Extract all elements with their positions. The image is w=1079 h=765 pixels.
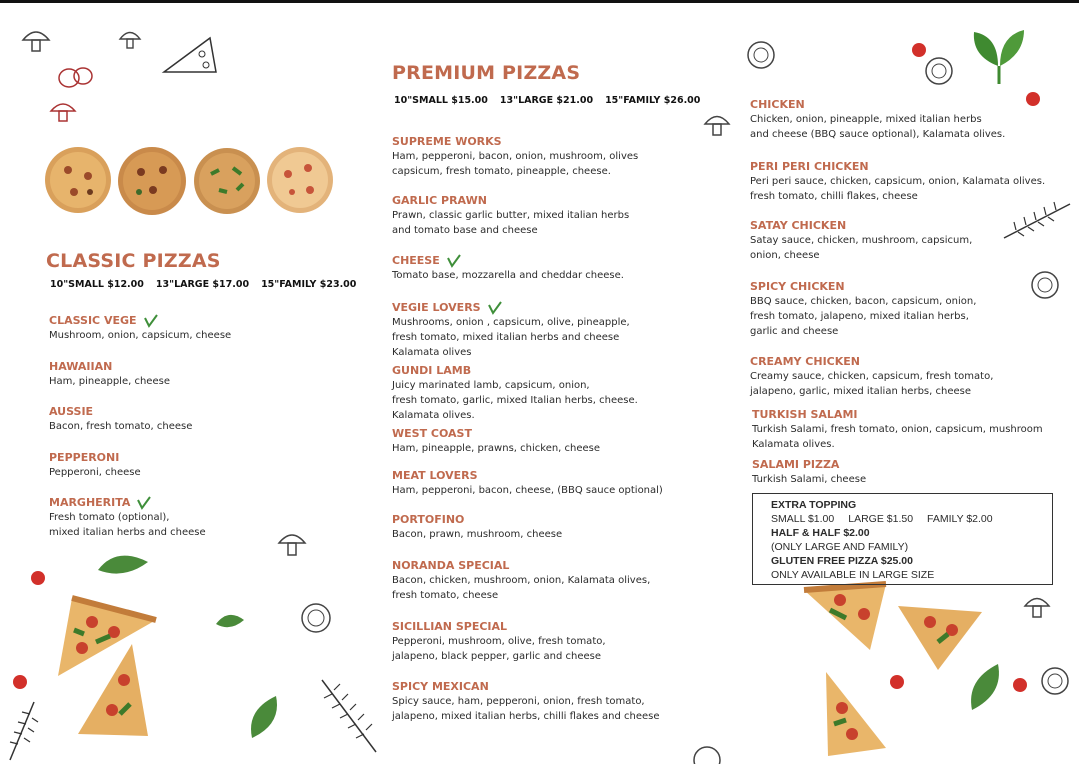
pizza-slice-icon xyxy=(800,580,890,654)
tomato-icon xyxy=(746,40,776,70)
premium-price-large: 13"LARGE $21.00 xyxy=(499,95,594,106)
item-name: NORANDA SPECIAL xyxy=(392,559,510,572)
item-name: SATAY CHICKEN xyxy=(750,219,847,232)
menu-item-creamy-chicken xyxy=(750,355,993,399)
item-description: Turkish Salami, fresh tomato, onion, capsicum, mushroom xyxy=(752,424,1043,435)
tomato-icon xyxy=(30,570,46,586)
item-description: BBQ sauce, chicken, bacon, capsicum, onion, xyxy=(750,296,977,307)
basil-leaf-icon xyxy=(96,552,150,578)
rosemary-sprig-icon xyxy=(318,676,380,756)
item-description: jalapeno, garlic, mixed italian herbs, cheese xyxy=(750,386,971,397)
half-and-half-note: (ONLY LARGE AND FAMILY) xyxy=(771,541,909,553)
item-description: Turkish Salami, cheese xyxy=(752,474,867,485)
tomato-icon xyxy=(924,56,954,86)
rosemary-sprig-icon xyxy=(4,700,40,762)
menu-item-classic-vege xyxy=(49,314,231,343)
item-description: Ham, pepperoni, bacon, onion, mushroom, olives xyxy=(392,151,639,162)
tomato-icon xyxy=(692,744,722,764)
item-description: Prawn, classic garlic butter, mixed italian herbs xyxy=(392,210,630,221)
tomato-icon xyxy=(300,602,332,634)
item-name: GARLIC PRAWN xyxy=(392,194,487,207)
item-description: Chicken, onion, pineapple, mixed italian herbs xyxy=(750,114,982,125)
item-name: HAWAIIAN xyxy=(49,360,113,373)
top-border xyxy=(0,0,1079,3)
whole-pizza-icon xyxy=(44,146,112,214)
premium-price-small: 10"SMALL $15.00 xyxy=(394,95,488,106)
pizza-slice-icon xyxy=(160,32,220,78)
menu-item-satay-chicken xyxy=(750,219,972,263)
menu-item-chicken xyxy=(750,98,1005,142)
item-description: and tomato base and cheese xyxy=(392,225,538,236)
item-name: PEPPERONI xyxy=(49,451,120,464)
item-name: PORTOFINO xyxy=(392,513,465,526)
item-description: Satay sauce, chicken, mushroom, capsicum, xyxy=(750,235,973,246)
menu-item-turkish-salami xyxy=(752,408,1043,452)
menu-item-meat-lovers xyxy=(392,469,663,498)
item-description: Ham, pepperoni, bacon, cheese, (BBQ sauce optional) xyxy=(392,485,663,496)
item-name: CHEESE xyxy=(392,254,440,267)
classic-price-large: 13"LARGE $17.00 xyxy=(155,279,250,290)
item-description: Juicy marinated lamb, capsicum, onion, xyxy=(392,380,590,391)
pizza-slice-icon xyxy=(818,668,890,760)
premium-pizzas-heading: PREMIUM PIZZAS xyxy=(392,62,581,84)
mushroom-icon xyxy=(702,110,732,138)
item-name: SICILLIAN SPECIAL xyxy=(392,620,508,633)
item-description: Kalamata olives. xyxy=(752,439,835,450)
item-name: MARGHERITA xyxy=(49,496,131,509)
menu-item-peri-peri-chicken xyxy=(750,160,1045,204)
extra-topping-box xyxy=(752,493,1053,585)
menu-item-spicy-mexican xyxy=(392,680,660,724)
item-description: mixed italian herbs and cheese xyxy=(49,527,206,538)
item-description: Mushroom, onion, capsicum, cheese xyxy=(49,330,232,341)
item-name: AUSSIE xyxy=(49,405,94,418)
whole-pizza-icon xyxy=(266,146,334,214)
extra-topping-title: EXTRA TOPPING xyxy=(771,499,857,511)
tomato-icon xyxy=(12,674,28,690)
menu-item-gundi-lamb xyxy=(392,364,638,423)
item-description: onion, cheese xyxy=(750,250,820,261)
half-and-half-price: HALF & HALF $2.00 xyxy=(771,527,870,539)
item-name: TURKISH SALAMI xyxy=(752,408,858,421)
item-description: Kalamata olives. xyxy=(392,410,475,421)
tomato-icon xyxy=(1012,677,1028,693)
item-description: Bacon, fresh tomato, cheese xyxy=(49,421,193,432)
menu-item-pepperoni xyxy=(49,451,141,480)
tomato-icon xyxy=(889,674,905,690)
classic-price-line xyxy=(50,279,368,290)
item-description: and cheese (BBQ sauce optional), Kalamata olives. xyxy=(750,129,1006,140)
menu-item-cheese xyxy=(392,254,624,283)
item-name: VEGIE LOVERS xyxy=(392,301,481,314)
item-name: SPICY MEXICAN xyxy=(392,680,489,693)
item-description: Pepperoni, cheese xyxy=(49,467,141,478)
menu-item-west-coast xyxy=(392,427,600,456)
menu-item-sicillian-special xyxy=(392,620,606,664)
extra-small-price: SMALL $1.00 xyxy=(771,513,835,525)
basil-leaf-icon xyxy=(966,662,1006,712)
item-description: Kalamata olives xyxy=(392,347,472,358)
basil-leaf-icon xyxy=(246,694,286,740)
menu-item-garlic-prawn xyxy=(392,194,629,238)
premium-price-family: 15"FAMILY $26.00 xyxy=(605,95,701,106)
tomato-icon xyxy=(55,62,95,92)
tomato-icon xyxy=(911,42,927,58)
menu-item-hawaiian xyxy=(49,360,170,389)
extra-topping-prices xyxy=(771,512,1052,526)
item-description: fresh tomato, garlic, mixed Italian herbs, cheese. xyxy=(392,395,638,406)
vegetarian-leaf-icon xyxy=(143,314,159,328)
whole-pizza-icon xyxy=(193,146,261,216)
menu-item-supreme-works xyxy=(392,135,638,179)
item-name: CHICKEN xyxy=(750,98,805,111)
item-description: Pepperoni, mushroom, olive, fresh tomato, xyxy=(392,636,606,647)
extra-family-price: FAMILY $2.00 xyxy=(927,513,993,525)
classic-price-family: 15"FAMILY $23.00 xyxy=(261,279,357,290)
mushroom-icon xyxy=(48,98,78,124)
tomato-icon xyxy=(1040,666,1070,696)
basil-leaf-icon xyxy=(968,26,1030,86)
item-name: MEAT LOVERS xyxy=(392,469,478,482)
vegetarian-leaf-icon xyxy=(136,496,152,510)
item-description: Mushrooms, onion , capsicum, olive, pineapple, xyxy=(392,317,630,328)
mushroom-icon xyxy=(118,28,142,50)
extra-large-price: LARGE $1.50 xyxy=(848,513,914,525)
pizza-slice-icon xyxy=(72,640,152,740)
item-name: SUPREME WORKS xyxy=(392,135,502,148)
item-name: PERI PERI CHICKEN xyxy=(750,160,869,173)
item-description: fresh tomato, cheese xyxy=(392,590,499,601)
item-description: fresh tomato, chilli flakes, cheese xyxy=(750,191,918,202)
item-description: Fresh tomato (optional), xyxy=(49,512,170,523)
item-name: SALAMI PIZZA xyxy=(752,458,840,471)
menu-item-noranda-special xyxy=(392,559,650,603)
item-description: Bacon, chicken, mushroom, onion, Kalamata olives, xyxy=(392,575,651,586)
item-name: WEST COAST xyxy=(392,427,472,440)
item-description: Ham, pineapple, prawns, chicken, cheese xyxy=(392,443,601,454)
item-description: garlic and cheese xyxy=(750,326,839,337)
item-name: GUNDI LAMB xyxy=(392,364,472,377)
item-description: capsicum, fresh tomato, pineapple, cheese. xyxy=(392,166,611,177)
mushroom-icon xyxy=(20,26,52,54)
item-description: Ham, pineapple, cheese xyxy=(49,376,170,387)
basil-leaf-icon xyxy=(214,612,246,632)
item-description: Creamy sauce, chicken, capsicum, fresh tomato, xyxy=(750,371,994,382)
tomato-icon xyxy=(1030,270,1060,300)
item-description: jalapeno, mixed italian herbs, chilli flakes and cheese xyxy=(392,711,660,722)
gluten-free-note: ONLY AVAILABLE IN LARGE SIZE xyxy=(771,569,935,581)
item-description: Bacon, prawn, mushroom, cheese xyxy=(392,529,563,540)
tomato-icon xyxy=(1025,91,1041,107)
menu-item-spicy-chicken xyxy=(750,280,976,339)
item-description: fresh tomato, jalapeno, mixed italian herbs, xyxy=(750,311,969,322)
vegetarian-leaf-icon xyxy=(446,254,462,268)
premium-price-line xyxy=(394,95,712,106)
menu-item-vegie-lovers xyxy=(392,301,630,360)
whole-pizza-icon xyxy=(117,146,187,216)
item-description: Tomato base, mozzarella and cheddar cheese. xyxy=(392,270,624,281)
mushroom-icon xyxy=(1022,592,1052,620)
menu-item-aussie xyxy=(49,405,192,434)
item-name: CREAMY CHICKEN xyxy=(750,355,860,368)
mushroom-icon xyxy=(276,528,308,558)
item-name: CLASSIC VEGE xyxy=(49,314,137,327)
item-description: fresh tomato, mixed italian herbs and cheese xyxy=(392,332,620,343)
item-name: SPICY CHICKEN xyxy=(750,280,845,293)
item-description: Peri peri sauce, chicken, capsicum, onion, Kalamata olives. xyxy=(750,176,1046,187)
menu-item-salami-pizza xyxy=(752,458,866,487)
item-description: jalapeno, black pepper, garlic and cheese xyxy=(392,651,601,662)
rosemary-sprig-icon xyxy=(1002,200,1072,240)
item-description: Spicy sauce, ham, pepperoni, onion, fresh tomato, xyxy=(392,696,645,707)
gluten-free-price: GLUTEN FREE PIZZA $25.00 xyxy=(771,555,913,567)
menu-item-margherita xyxy=(49,496,206,540)
classic-pizzas-heading: CLASSIC PIZZAS xyxy=(46,250,221,272)
classic-price-small: 10"SMALL $12.00 xyxy=(50,279,144,290)
menu-item-portofino xyxy=(392,513,562,542)
vegetarian-leaf-icon xyxy=(487,301,503,315)
